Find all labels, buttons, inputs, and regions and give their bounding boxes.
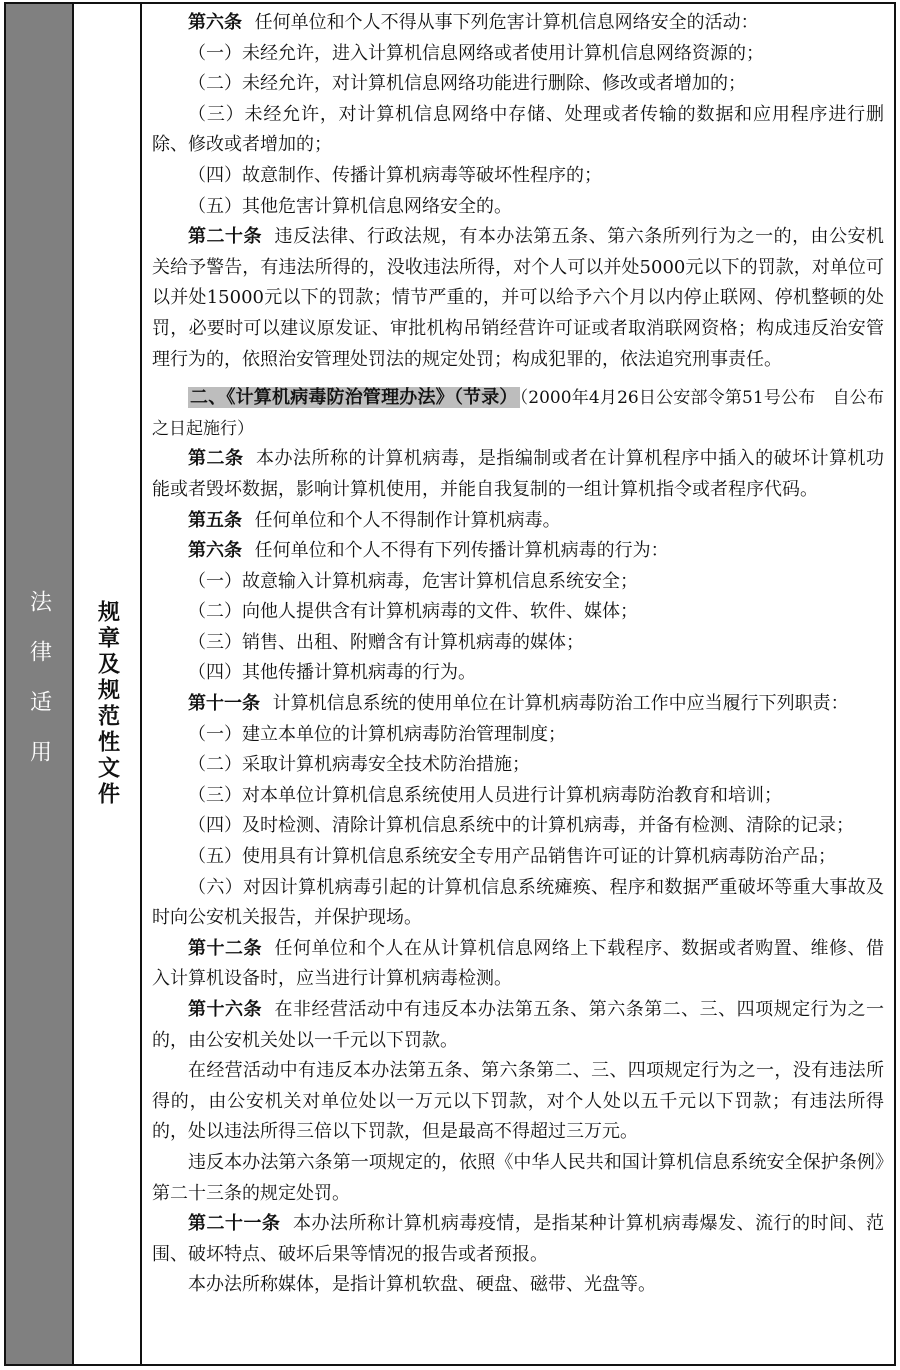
- paragraph: [152, 1270, 884, 1301]
- paragraph-text: （五）使用具有计算机信息系统安全专用产品销售许可证的计算机病毒防治产品；: [188, 846, 836, 868]
- paragraph: [152, 161, 884, 192]
- paragraph-text: （二）未经允许，对计算机信息网络功能进行删除、修改或者增加的；: [188, 73, 746, 95]
- article-number: 第六条: [188, 12, 242, 33]
- paragraph: [152, 567, 884, 598]
- paragraph-text: （一）未经允许，进入计算机信息网络或者使用计算机信息网络资源的；: [188, 42, 764, 64]
- document-page: [4, 2, 896, 1366]
- paragraph: [152, 873, 884, 934]
- article-number: 第二条: [188, 448, 244, 470]
- subcategory-column: [74, 4, 142, 1364]
- paragraph-text: （五）其他危害计算机信息网络安全的。: [188, 195, 512, 217]
- paragraph-text: （四）及时检测、清除计算机信息系统中的计算机病毒，并备有检测、清除的记录；: [188, 815, 854, 837]
- paragraph-text: （四）故意制作、传播计算机病毒等破坏性程序的；: [188, 164, 602, 186]
- article-number: 第六条: [188, 540, 242, 562]
- article-paragraph: [152, 1209, 884, 1270]
- section-title: 二、《计算机病毒防治管理办法》（节录）: [190, 387, 518, 409]
- article-paragraph: [152, 506, 884, 537]
- paragraph: [152, 628, 884, 659]
- paragraph-text: 任何单位和个人不得有下列传播计算机病毒的行为：: [254, 540, 669, 562]
- paragraph-text: （三）未经允许，对计算机信息网络中存储、处理或者传输的数据和应用程序进行删除、修改或者增加的；: [152, 103, 884, 156]
- paragraph: [152, 811, 884, 842]
- paragraph-text: （六）对因计算机病毒引起的计算机信息系统瘫痪、程序和数据严重破坏等重大事故及时向公安机关报告，并保护现场。: [152, 876, 884, 929]
- article-paragraph: [152, 444, 884, 505]
- article-paragraph: [152, 8, 884, 39]
- article-paragraph: [152, 934, 884, 995]
- article-paragraph: [152, 995, 884, 1056]
- paragraph: [152, 100, 884, 161]
- article-number: 第十二条: [188, 937, 262, 959]
- paragraph: [152, 781, 884, 812]
- paragraph-text: （三）销售、出租、附赠含有计算机病毒的媒体；: [188, 631, 584, 653]
- paragraph-text: 任何单位和个人在从计算机信息网络上下载程序、数据或者购置、维修、借入计算机设备时，应当进行计算机病毒检测。: [152, 937, 884, 990]
- paragraph-text: 计算机信息系统的使用单位在计算机病毒防治工作中应当履行下列职责：: [272, 693, 849, 715]
- paragraph-text: （二）向他人提供含有计算机病毒的文件、软件、媒体；: [188, 601, 638, 623]
- paragraph-text: 在经营活动中有违反本办法第五条、第六条第二、三、四项规定行为之一，没有违法所得的，由公安机关对单位处以一万元以下罚款，对个人处以五千元以下罚款；有违法所得的，处以违法所得三倍以下罚款，但是最高不得超过三万元。: [152, 1060, 884, 1143]
- paragraph-text: 在非经营活动中有违反本办法第五条、第六条第二、三、四项规定行为之一的，由公安机关处以一千元以下罚款。: [152, 999, 884, 1051]
- category-column: [6, 4, 74, 1364]
- paragraph: [152, 1056, 884, 1148]
- paragraph-text: （一）建立本单位的计算机病毒防治管理制度；: [188, 723, 566, 745]
- article-number: 第十六条: [188, 999, 262, 1020]
- paragraph: [152, 597, 884, 628]
- article-paragraph: [152, 689, 884, 720]
- article-number: 第二十一条: [188, 1213, 281, 1235]
- category-label: 法律适用: [26, 590, 52, 790]
- paragraph: [152, 658, 884, 689]
- subcategory-label: 规章及规范性文件: [94, 600, 120, 808]
- paragraph: [152, 842, 884, 873]
- article-paragraph: [152, 222, 884, 375]
- paragraph-text: 任何单位和个人不得从事下列危害计算机信息网络安全的活动：: [254, 12, 759, 33]
- paragraph: [152, 192, 884, 223]
- article-number: 第二十条: [188, 226, 262, 248]
- paragraph: [152, 1148, 884, 1209]
- paragraph-text: （四）其他传播计算机病毒的行为。: [188, 662, 476, 684]
- paragraph-text: （三）对本单位计算机信息系统使用人员进行计算机病毒防治教育和培训；: [188, 784, 782, 806]
- article-paragraph: [152, 536, 884, 567]
- article-number: 第十一条: [188, 693, 260, 715]
- article-number: 第五条: [188, 509, 242, 531]
- paragraph: [152, 69, 884, 100]
- paragraph-text: （二）采取计算机病毒安全技术防治措施；: [188, 754, 530, 776]
- paragraph: [152, 720, 884, 751]
- paragraph: [152, 750, 884, 781]
- paragraph-text: 本办法所称的计算机病毒，是指编制或者在计算机程序中插入的破坏计算机功能或者毁坏数据，影响计算机使用，并能自我复制的一组计算机指令或者程序代码。: [152, 448, 884, 500]
- paragraph-text: 违反本办法第六条第一项规定的，依照《中华人民共和国计算机信息系统安全保护条例》第二十三条的规定处罚。: [152, 1151, 884, 1204]
- section-heading: [152, 383, 884, 444]
- paragraph-text: 本办法所称媒体，是指计算机软盘、硬盘、磁带、光盘等。: [188, 1274, 656, 1296]
- section-note: （2000年4月26日公安部令第51号公布 自公布之日起施行）: [152, 388, 884, 439]
- paragraph-text: 本办法所称计算机病毒疫情，是指某种计算机病毒爆发、流行的时间、范围、破坏特点、破坏后果等情况的报告或者预报。: [152, 1213, 885, 1265]
- document-body: [142, 4, 894, 1364]
- paragraph-text: （一）故意输入计算机病毒，危害计算机信息系统安全；: [188, 570, 638, 592]
- paragraph-text: 任何单位和个人不得制作计算机病毒。: [254, 509, 561, 531]
- paragraph: [152, 39, 884, 70]
- paragraph-text: 违反法律、行政法规，有本办法第五条、第六条所列行为之一的，由公安机关给予警告，有违法所得的，没收违法所得，对个人可以并处5000元以下的罚款，对单位可以并处15000元以下的罚款；情节严重的，并可以给予六个月以内停止联网、停机整顿的处罚，必要时可以建议原发证、审批机构吊销经营许可证或者取消联网资格；构成违反治安管理行为的，依照治安管理处罚法的规定处罚；构成犯罪的，依法追究刑事责任。: [152, 226, 884, 370]
